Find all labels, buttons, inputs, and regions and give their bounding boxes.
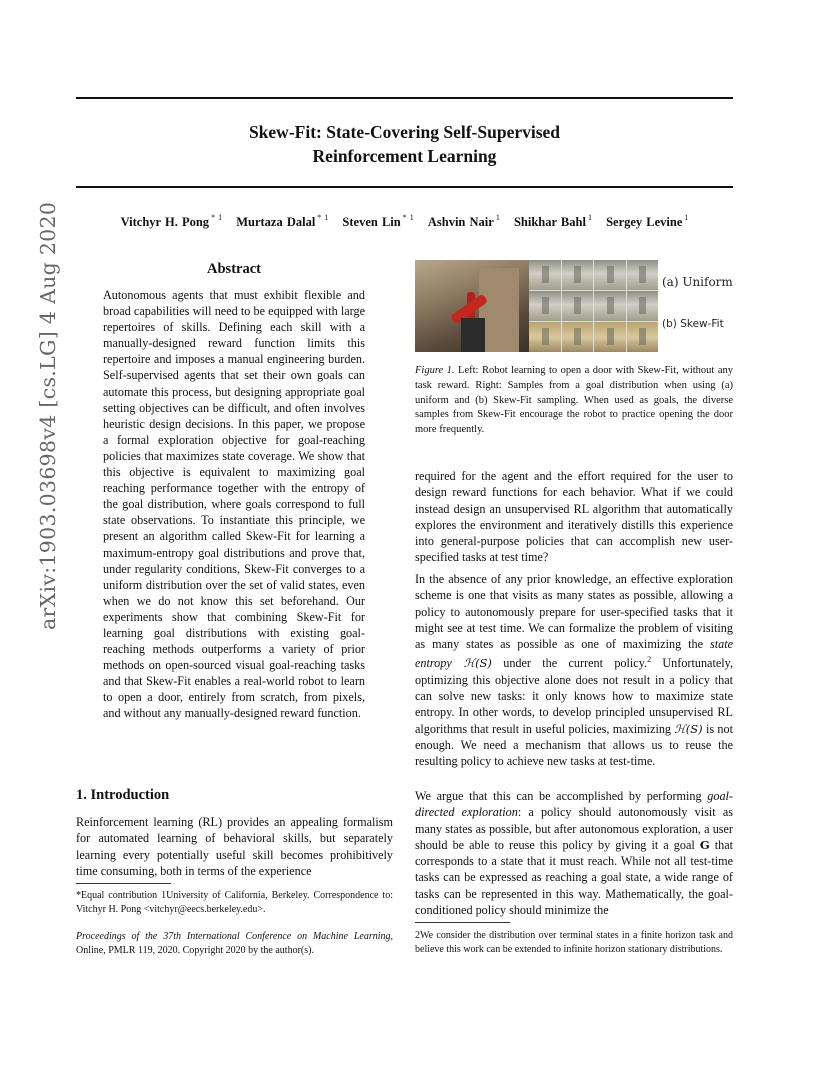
sample-image [594,260,626,290]
footnote-rule [76,883,171,884]
author: Shikhar Bahl $^1$ [513,213,592,229]
proceedings-venue: Proceedings of the 37th International Conference on Machine Learning [76,931,391,942]
door-shape [479,268,519,352]
sample-image [594,322,626,352]
intro-heading: 1. Introduction [76,787,170,803]
author: Sergey Levine $^1$ [606,213,689,229]
abstract-heading: Abstract [207,261,261,277]
goal-samples-grid [529,260,658,352]
arxiv-stamp: arXiv:1903.03698v4 [cs.LG] 4 Aug 2020 [36,201,60,630]
footnote-2: 2We consider the distribution over terminal states in a finite horizon task and believe this work can be extended to infinite horizon stationary distributions. [415,930,733,955]
paper-title [76,120,733,168]
proceedings-details: , Online, PMLR 119, 2020. Copyright 2020 by the author(s). [76,931,393,956]
sample-image [529,291,561,321]
sample-image [627,291,659,321]
robot-door-photo [415,260,529,352]
footnote-proceedings [76,930,393,957]
author: Vitchyr H. Pong $^{* 1}$ [120,213,223,229]
title-line-2: Reinforcement Learning [312,146,497,166]
caption-lead: Figure 1. [415,365,455,376]
sample-image [627,322,659,352]
sample-image [562,322,594,352]
label-skew-fit: (b) Skew-Fit [662,318,724,330]
right-paragraph-3: We argue that this can be accomplished by performing goal-directed exploration: a policy should autonomously visit as many states as possible, but after autonomous exploration, a user should be able to reuse this policy by giving it a goal G that corresponds to a state that it must reach. While not all test-time tasks can be expressed as reaching a goal state, a wide range of tasks can be represented in this way. Mathematically, the goal-conditioned policy should minimize the [415,789,733,918]
figure-1 [415,260,733,352]
bottom-rule [76,186,733,188]
label-uniform: (a) Uniform [662,275,733,289]
author: Ashvin Nair $^1$ [427,213,500,229]
footnote-equal-contribution: *Equal contribution 1University of California, Berkeley. Correspondence to: Vitchyr H. Pong <vitchyr@eecs.berkeley.edu>. [76,890,393,915]
sample-image [562,260,594,290]
caption-text: Left: Robot learning to open a door with Skew-Fit, without any task reward. Right: Samples from a goal distribution when using (a) uniform and (b) Skew-Fit sampling. When used as goals, the diverse samples from Skew-Fit encourage the robot to practice opening the door more frequently. [415,365,733,436]
top-rule [76,97,733,99]
title-line-1: Skew-Fit: State-Covering Self-Supervised [248,122,561,142]
sample-image [562,291,594,321]
intro-text: Reinforcement learning (RL) provides an appealing formalism for automated learning of behavioral skills, but separately learning every potentially useful skill becomes prohibitively time consuming, both in terms of the experience [76,815,393,878]
sample-image [627,260,659,290]
right-paragraph-1: required for the agent and the effort required for the user to design reward functions for each behavior. What if we could instead design an unsupervised RL algorithm that automatically explores the environment and iteratively distills this experience into general-purpose policies that can accomplish new user-specified tasks at test time? [415,469,733,565]
abstract-text: Autonomous agents that must exhibit flexible and broad capabilities will need to be equipped with large repertoires of skills. Defining each skill with a manually-designed reward function limits this repertoire and imposes a manual engineering burden. Self-supervised agents that set their own goals can automate this process, but designing appropriate goal setting objectives can be difficult, and often involves heuristic design decisions. In this paper, we propose a formal exploration objective for goal-reaching policies that maximizes state coverage. We show that this objective is equivalent to maximizing goal reaching performance together with the entropy of the goal distribution, where goals correspond to full state observations. To instantiate this principle, we present an algorithm called Skew-Fit for learning a maximum-entropy goal distributions and prove that, under regularity conditions, Skew-Fit converges to a uniform distribution over the set of valid states, even when we do not know this set beforehand. Our experiments show that combining Skew-Fit for learning goal distributions with existing goal-reaching methods outperforms a variety of prior methods on open-sourced visual goal-reaching tasks and that Skew-Fit enables a real-world robot to learn to open a door, entirely from scratch, from pixels, and without any manually-designed reward function. [103,288,365,721]
author-list [76,213,733,230]
sample-image [594,291,626,321]
figure-caption [415,364,733,438]
sample-image [529,260,561,290]
robot-base [461,318,485,352]
sample-image [529,322,561,352]
footnote-rule-right [415,922,510,923]
author: Steven Lin $^{* 1}$ [342,213,414,229]
right-paragraph-2: In the absence of any prior knowledge, an effective exploration scheme is one that visits as many states as possible, allowing a policy to autonomously prepare for user-specified tasks that it might see at test time. We can formalize the problem of visiting as many states as possible as one of maximizing the state entropy ℋ(S) under the current policy.$^2$ Unfortunately, optimizing this objective alone does not result in a policy that can solve new tasks: it only knows how to maximize state entropy. In other words, to develop principled unsupervised RL algorithms that result in useful policies, maximizing ℋ(S) is not enough. We need a mechanism that allows us to reuse the resulting policy to achieve new tasks at test-time. [415,572,733,769]
author: Murtaza Dalal $^{* 1}$ [236,213,329,229]
